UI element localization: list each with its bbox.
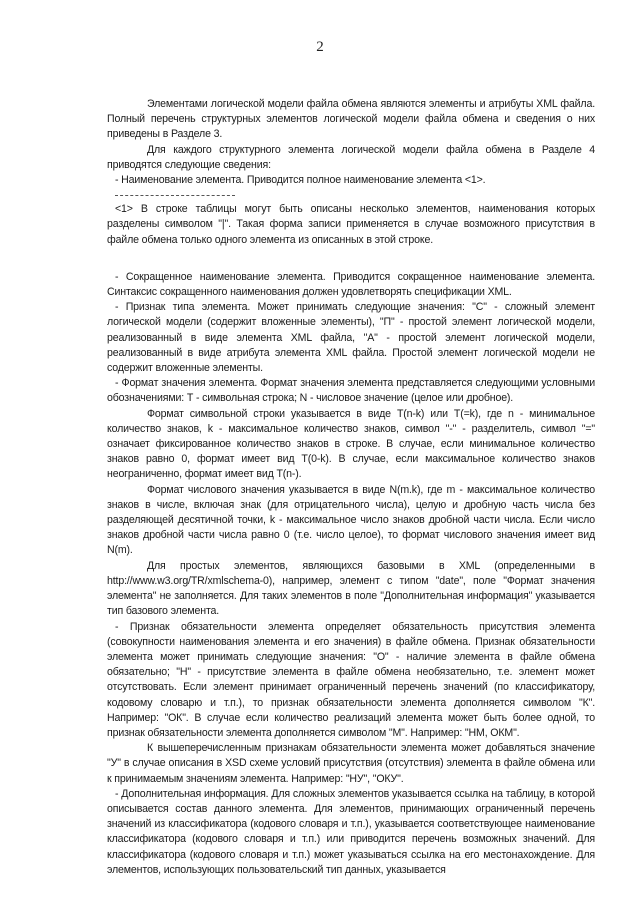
- footnote: <1> В строке таблицы могут быть описаны несколько элементов, наименования которых разделены символом "|". Такая форма записи применяется в случае возможного присутствия в файле обмена только одного элемента из описанных в этой строке.: [107, 203, 595, 246]
- page-number: 2: [316, 39, 324, 55]
- paragraph-section4: Для каждого структурного элемента логической модели файла обмена в Разделе 4 приводятся следующие сведения:: [107, 143, 595, 171]
- paragraph-conditional-sign: К вышеперечисленным признакам обязательности элемента может добавляться значение "У" в случае описания в XSD схеме условий присутствия (отсутствия) элемента в файле обмена или к принимаемым значениям элемента. Например: "НУ", "ОКУ".: [107, 742, 595, 785]
- paragraph-required-sign: - Признак обязательности элемента определяет обязательность присутствия элемента (совокупности наименования элемента и его значения) в файле обмена. Признак обязательности элемента может принимать следующие значения: "О" - наличие элемента в файле обмена обязательно; "Н" - присутствие элемента в файле обмена необязательно, т.е. элемент может отсутствовать. Если элемент принимает ограниченный перечень значений (по классификатору, кодовому словарю и т.п.), то признак обязательности элемента дополняется символом "К". Например: "ОК". В случае если количество реализаций элемента может быть более одной, то признак обязательности элемента дополняется символом "М". Например: "НМ, ОКМ".: [107, 620, 595, 739]
- paragraph-number-format: Формат числового значения указывается в виде N(m.k), где m - максимальное количество знаков в числе, включая знак (для отрицательного числа), целую и дробную часть числа без разделяющей десятичной точки, k - максимальное число знаков дробной части числа. Если число знаков дробной части числа равно 0 (т.е. число целое), то формат числового значения имеет вид N(m).: [107, 483, 595, 557]
- paragraph-type-sign: - Признак типа элемента. Может принимать следующие значения: "С" - сложный элемент логической модели (содержит вложенные элементы), "П" - простой элемент логической модели, реализованный в виде элемента XML файла, "А" - простой элемент логической модели, реализованный в виде атрибута элемента XML файла. Простой элемент логической модели не содержит вложенные элементы.: [107, 301, 595, 375]
- paragraph-additional-info: - Дополнительная информация. Для сложных элементов указывается ссылка на таблицу, в которой описывается состав данного элемента. Для элементов, принимающих ограниченный перечень значений из классификатора (кодового словаря и т.п.), указывается соответствующее наименование классификатора (кодового словаря и т.п.) или приводится перечень возможных значений. Для классификатора (кодового словаря и т.п.) может указываться ссылка на его местонахождение. Для элементов, использующих пользовательский тип данных, указывается: [107, 787, 595, 876]
- paragraph-element-name: - Наименование элемента. Приводится полное наименование элемента <1>.: [115, 174, 486, 187]
- paragraph-intro: Элементами логической модели файла обмена являются элементы и атрибуты XML файла. Полный перечень структурных элементов логической модели файла обмена и сведения о них приведены в Разделе 3.: [107, 98, 595, 141]
- spacer: [107, 248, 595, 270]
- paragraph-short-name: - Сокращенное наименование элемента. Приводится сокращенное наименование элемента. Синтаксис сокращенного наименования должен удовлетворять спецификации XML.: [107, 270, 595, 299]
- footnote-separator: [115, 195, 235, 196]
- paragraph-simple-elements: Для простых элементов, являющихся базовыми в XML (определенными в http://www.w3.org/TR/xmlschema-0), например, элемент с типом "date", поле "Формат значения элемента" не заполняется. Для таких элементов в поле "Дополнительная информация" указывается тип базового элемента.: [107, 559, 595, 618]
- paragraph-string-format: Формат символьной строки указывается в виде Т(n-k) или Т(=k), где n - минимальное количество знаков, k - максимальное количество знаков, символ "-" - разделитель, символ "=" означает фиксированное количество знаков в строке. В случае, если минимальное количество знаков равно 0, формат имеет вид Т(0-k). В случае, если максимальное количество знаков неограниченно, формат имеет вид Т(n-).: [107, 407, 595, 481]
- body-text: [107, 97, 595, 878]
- paragraph-value-format: - Формат значения элемента. Формат значения элемента представляется следующими условными обозначениями: Т - символьная строка; N - числовое значение (целое или дробное).: [107, 377, 595, 405]
